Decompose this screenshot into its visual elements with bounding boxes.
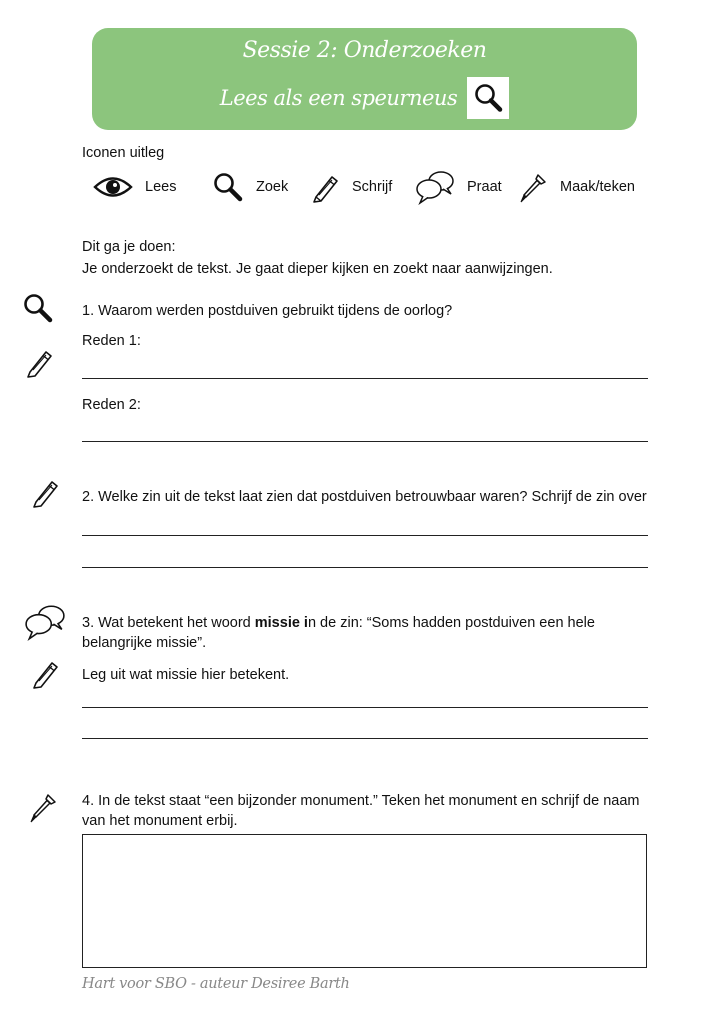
session-title: Sessie 2: Onderzoeken xyxy=(242,38,487,63)
legend-label: Maak/teken xyxy=(560,179,635,195)
question-3 xyxy=(82,613,642,653)
question-3-text: 3. Wat betekent het woord xyxy=(82,615,255,631)
eye-icon xyxy=(93,174,133,200)
legend-item-zoek xyxy=(212,168,288,206)
legend-item-schrijf xyxy=(310,168,392,206)
drawing-box[interactable] xyxy=(82,834,647,968)
pencil-icon xyxy=(24,346,54,378)
speech-bubbles-icon xyxy=(24,603,66,641)
pencil-icon xyxy=(30,657,60,689)
answer-line[interactable] xyxy=(82,738,648,739)
reason-2-label: Reden 2: xyxy=(82,397,141,413)
pencil-icon xyxy=(310,171,340,203)
answer-line[interactable] xyxy=(82,441,648,442)
answer-line[interactable] xyxy=(82,707,648,708)
search-icon xyxy=(467,77,509,119)
question-3-text-rest: n de zin: “Soms hadden postduiven een hele belangrijke missie”. xyxy=(82,615,595,651)
session-subtitle-row xyxy=(92,76,637,120)
legend-label: Zoek xyxy=(256,179,289,195)
question-1: 1. Waarom werden postduiven gebruikt tijdens de oorlog? xyxy=(82,303,453,319)
legend-item-lees xyxy=(93,168,176,206)
legend-title: Iconen uitleg xyxy=(82,145,165,161)
intro-text: Je onderzoekt de tekst. Je gaat dieper kijken en zoekt naar aanwijzingen. xyxy=(82,261,553,277)
legend-label: Lees xyxy=(145,179,177,195)
session-subtitle: Lees als een speurneus xyxy=(219,86,458,110)
pencil-icon xyxy=(30,476,60,508)
session-header xyxy=(92,28,637,130)
brush-icon xyxy=(518,171,548,203)
answer-line[interactable] xyxy=(82,378,648,379)
reason-1-label: Reden 1: xyxy=(82,333,141,349)
question-3-bold-word: missie i xyxy=(254,615,308,631)
question-4: 4. In de tekst staat “een bijzonder monument.” Teken het monument en schrijf de naam van het monument erbij. xyxy=(82,793,640,829)
legend-label: Schrijf xyxy=(352,179,393,195)
search-icon xyxy=(22,292,54,324)
answer-line[interactable] xyxy=(82,567,648,568)
legend-item-praat xyxy=(415,168,502,206)
search-icon xyxy=(212,171,244,203)
speech-bubbles-icon xyxy=(415,169,455,205)
question-2: 2. Welke zin uit de tekst laat zien dat postduiven betrouwbaar waren? Schrijf de zin over xyxy=(82,489,647,505)
legend-label: Praat xyxy=(467,179,502,195)
question-3-instruction: Leg uit wat missie hier betekent. xyxy=(82,667,290,683)
legend-item-maak-teken xyxy=(518,168,635,206)
answer-line[interactable] xyxy=(82,535,648,536)
footer-credit: Hart voor SBO - auteur Desiree Barth xyxy=(82,976,350,992)
intro-heading: Dit ga je doen: xyxy=(82,239,176,255)
brush-icon xyxy=(28,791,58,823)
